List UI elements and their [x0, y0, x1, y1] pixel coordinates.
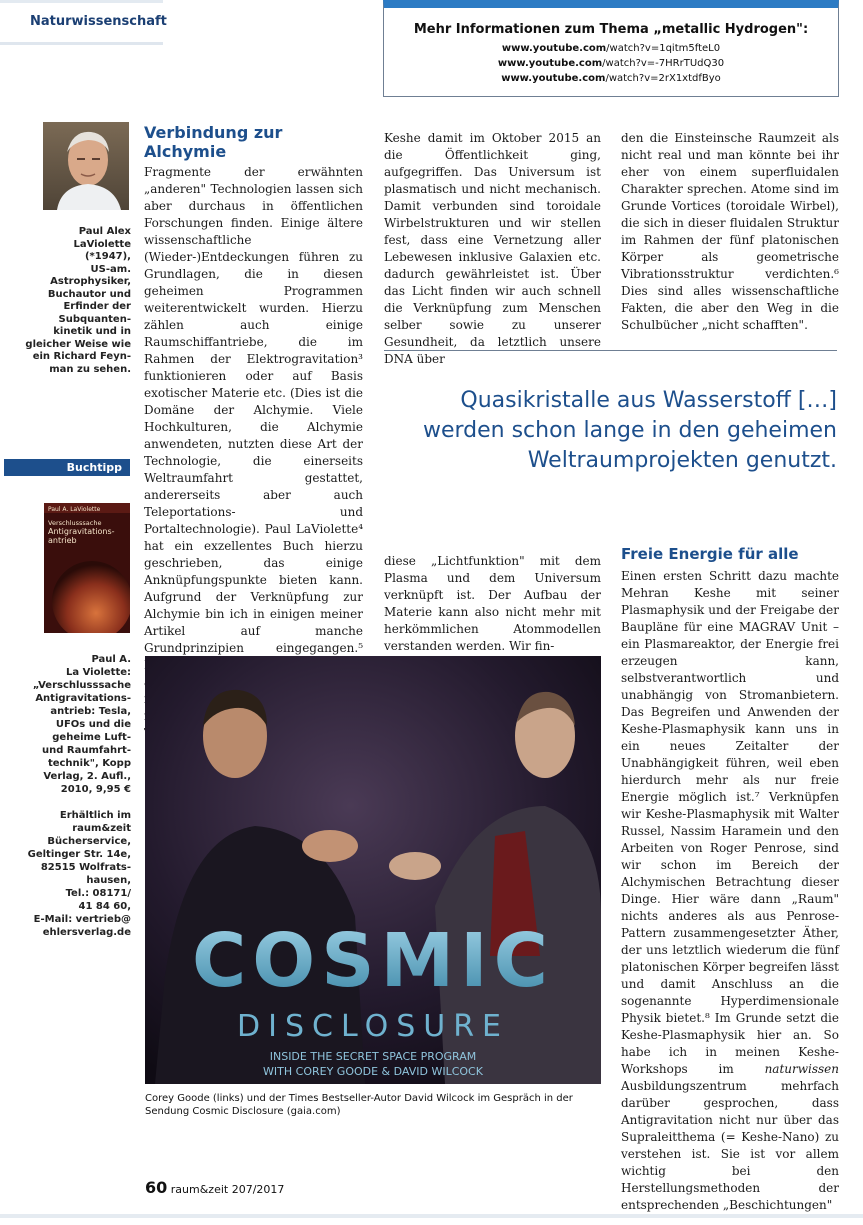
- book-caption-line: und Raumfahrt-: [42, 745, 131, 756]
- photo-caption: Corey Goode (links) und der Times Bestseller-Autor David Wilcock im Gespräch in der Sendung Cosmic Disclosure (gaia.com): [145, 1093, 573, 1117]
- portrait-photo: [43, 122, 129, 210]
- book-title-3: antrieb: [48, 536, 77, 545]
- order-info-line: 82515 Wolfrats-: [40, 862, 131, 873]
- cosmic-title: COSMIC: [192, 918, 554, 1004]
- info-box-title: Mehr Informationen zum Thema „metallic Hydrogen":: [413, 22, 809, 37]
- book-cover: [44, 503, 130, 633]
- info-box: [383, 0, 839, 97]
- caption-line: US-am.: [90, 263, 131, 275]
- issue-number: 207/2017: [231, 1183, 285, 1196]
- caption-line: gleicher Weise wie: [25, 338, 131, 350]
- caption-line: Erfinder der: [63, 301, 131, 312]
- column-3-bottom: Einen ersten Schritt dazu machte Mehran Keshe mit seiner Plasmaphysik und der Freigabe der Baupläne für eine MAGRAV Unit – ein Plasmareaktor, der Energie frei erzeugen kann, selbstverantwortlich und unabhängig von Stromanbietern. Das Begreifen und Anwenden der Keshe-Plasmaphysik kann uns in ein neues Zeitalter der Unabhängigkeit führen, weil eben hierdurch mehr als nur freie Energie möglich ist.⁷ Verknüpfen wir Keshe-Plasmaphysik mit Walter Russel, Nassim Haramein und den Arbeiten von Roger Penrose, sind wir schon im Bereich der Alchymischen Betrachtung dieser Dinge. Hier wäre dann „Raum" nichts anderes als aus Penrose-Pattern zusammengesetzter Äther, der uns letztlich wiederum die fünf platonischen Körper begreifen lässt und damit Anschluss an die sogenannte Hyperdimensionale Physik bietet.⁸ Im Grunde setzt die Keshe-Plasmaphysik hier an. So habe ich in meinen Keshe-Workshops im naturwissen Ausbildungszentrum mehrfach darüber gesprochen, dass Antigravitation nicht nur über das Supraleitthema (= Keshe-Nano) zu verstehen ist. Sie ist vor allem wichtig bei den Herstellungsmethoden der entsprechenden „Beschichtungen": [621, 569, 839, 1212]
- book-caption-line: „Verschlusssache: [32, 680, 131, 691]
- book-title-2: Antigravitations-: [48, 527, 115, 536]
- order-info-line: raum&zeit: [72, 823, 131, 834]
- column-3-top: den die Einsteinsche Raumzeit als nicht real und man könnte bei ihr eher von einem superfluidalen Charakter sprechen. Atome sind im Grunde Vortices (toroidale Wirbel), die sich in dieser fluidalen Struktur im Rahmen der fünf platonischen Körper als geometrische Vibrationsstruktur verdichten.⁶ Dies sind alles wissenschaftliche Fakten, die aber den Weg in die Schulbücher „nicht schafften".: [621, 131, 839, 332]
- book-caption-line: antrieb: Tesla,: [50, 706, 131, 717]
- book-title-1: Verschlusssache: [48, 519, 102, 527]
- magazine-name: raum&zeit: [170, 1183, 229, 1196]
- page-number: 60: [145, 1178, 168, 1197]
- youtube-link[interactable]: www.youtube.com/watch?v=2rX1xtdfByo: [501, 73, 721, 84]
- section-tag: Naturwissenschaft: [30, 14, 167, 29]
- top-rule: [0, 0, 163, 3]
- order-info-line: hausen,: [86, 875, 131, 886]
- caption-line: Buchautor und: [47, 288, 131, 300]
- cosmic-tag-1: INSIDE THE SECRET SPACE PROGRAM: [269, 1050, 477, 1063]
- caption-line: kinetik und in: [53, 326, 131, 337]
- book-author: Paul A. LaViolette: [48, 506, 101, 513]
- caption-line: (*1947),: [84, 251, 131, 262]
- book-caption-line: UFOs und die: [55, 719, 131, 730]
- portrait-caption: [0, 226, 131, 376]
- divider: [384, 350, 837, 351]
- caption-line: LaViolette: [73, 238, 131, 250]
- book-caption: [0, 653, 131, 939]
- caption-line: Paul Alex: [78, 226, 131, 237]
- cosmic-subtitle: DISCLOSURE: [237, 1009, 509, 1044]
- info-box-links: [384, 41, 838, 86]
- column-2-top: Keshe damit im Oktober 2015 an die Öffentlichkeit ging, aufgegriffen. Das Universum ist plasmatisch und nicht mechanisch. Damit verbunden sind toroidale Wirbelstrukturen und wir stellen fest, dass eine Vernetzung aller Lebewesen inklusive Galaxien etc. dadurch gewährleistet ist. Über das Licht finden wir auch schnell die Verknüpfung zum Menschen selber sowie zu unserer Gesundheit, da letztlich unsere DNA über: [384, 131, 601, 366]
- book-caption-line: 2010, 9,95 €: [60, 784, 131, 795]
- book-caption-line: La Violette:: [65, 667, 131, 678]
- book-caption-line: Paul A.: [91, 654, 131, 665]
- buchtipp-label: Buchtipp: [4, 459, 130, 476]
- pull-quote: Quasikristalle aus Wasserstoff […] werden schon lange in den geheimen Weltraumprojekten genutzt.: [422, 388, 837, 473]
- youtube-link[interactable]: www.youtube.com/watch?v=1qitm5fteL0: [501, 43, 721, 54]
- cosmic-tag-2: WITH COREY GOODE & DAVID WILCOCK: [263, 1065, 483, 1078]
- order-info-line: Bücherservice,: [47, 836, 131, 847]
- caption-line: man zu sehen.: [49, 363, 131, 375]
- caption-line: Astrophysiker,: [50, 276, 131, 287]
- book-caption-line: geheime Luft-: [52, 732, 131, 743]
- section-rule: [0, 42, 163, 45]
- order-info-line: Tel.: 08171/: [65, 888, 131, 899]
- book-caption-line: technik", Kopp: [47, 758, 131, 769]
- page-footer: [145, 1178, 284, 1197]
- order-info-line: Erhältlich im: [59, 810, 131, 821]
- order-info-line: E-Mail: vertrieb@: [33, 914, 131, 925]
- caption-line: ein Richard Feyn-: [32, 351, 131, 362]
- column-2-bottom: diese „Lichtfunktion" mit dem Plasma und dem Universum verknüpft ist. Der Aufbau der Materie kann also nicht mehr mit herkömmlichen Atommodellen verstanden werden. Wir fin-: [384, 554, 601, 653]
- order-info-line: Geltinger Str. 14e,: [27, 849, 131, 860]
- heading-alchymie: Verbindung zur Alchymie: [144, 123, 283, 161]
- heading-freie-energie: Freie Energie für alle: [621, 545, 799, 563]
- order-info-line: 41 84 60,: [78, 901, 131, 912]
- cosmic-disclosure-photo: [145, 656, 601, 1084]
- book-caption-line: Antigravitations-: [35, 693, 131, 704]
- column-1: Fragmente der erwähnten „anderen" Technologien lassen sich aber durchaus in öffentlichen Forschungen finden. Einige ältere wissenschaftliche (Wieder-)Entdeckungen führen zu Grundlagen, die in diesen geheimen Programmen weiterentwickelt wurden. Hierzu zählen auch einige Raumschiffantriebe, die im Rahmen der Elektrogravitation³ funktionieren oder auf Basis exotischer Materie etc. (Dies ist die Domäne der Alchymie. Viele Hochkulturen, die Alchymie anwendeten, nutzten diese Art der Technologie, die einerseits Weltraumfahrt gestattet, andererseits aber auch Teleportations- und Portaltechnologie). Paul LaViolette⁴ hat ein exzellentes Buch hierzu geschrieben, das einige Anknüpfungspunkte bieten kann. Aufgrund der Verknüpfung zur Alchymie bin ich in einigen meiner Artikel auf manche Grundprinzipien eingegangen.⁵: [144, 165, 363, 655]
- footer-rule: [0, 1214, 863, 1218]
- book-caption-line: Verlag, 2. Aufl.,: [43, 771, 131, 782]
- order-info-line: ehlersverlag.de: [42, 927, 131, 938]
- youtube-link[interactable]: www.youtube.com/watch?v=-7HRrTUdQ30: [497, 58, 725, 69]
- caption-line: Subquanten-: [58, 313, 131, 325]
